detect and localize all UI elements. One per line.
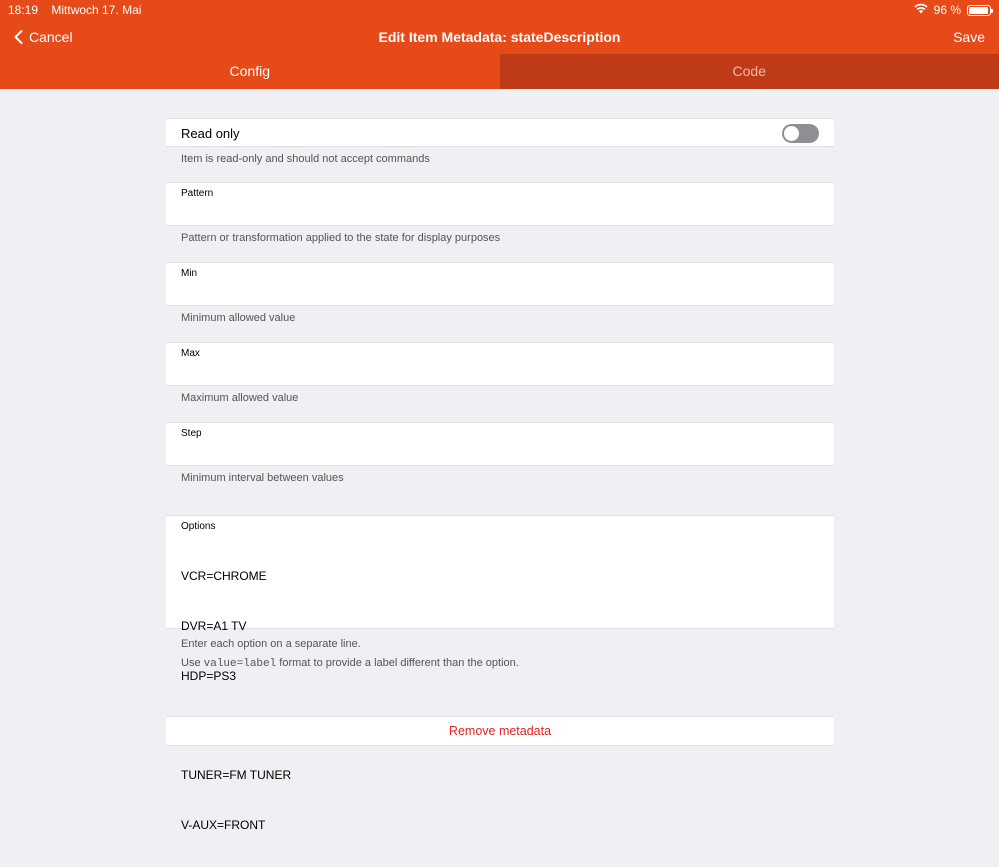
max-input[interactable] (181, 363, 819, 381)
max-label: Max (181, 348, 200, 359)
read-only-description: Item is read-only and should not accept commands (166, 152, 834, 166)
tab-config[interactable]: Config (0, 54, 500, 89)
options-label: Options (181, 521, 215, 532)
min-row (166, 262, 834, 306)
page-title: Edit Item Metadata: stateDescription (0, 20, 999, 54)
hint-prefix: Use (181, 657, 204, 669)
navigation-bar (0, 20, 999, 54)
status-bar (0, 0, 999, 20)
max-description: Maximum allowed value (166, 391, 834, 405)
tab-bar (0, 54, 999, 89)
options-textarea[interactable] (181, 535, 819, 867)
step-description: Minimum interval between values (166, 471, 834, 485)
battery-percent: 96 % (934, 0, 961, 20)
options-hint-line-1: Enter each option on a separate line. (181, 635, 834, 654)
option-line: V-AUX=FRONT (181, 817, 819, 834)
tab-code[interactable]: Code (500, 54, 999, 89)
pattern-row (166, 182, 834, 226)
min-description: Minimum allowed value (166, 311, 834, 325)
hint-code: value=label (204, 658, 277, 670)
pattern-input[interactable] (181, 203, 819, 221)
max-row (166, 342, 834, 386)
toggle-knob (784, 126, 799, 141)
remove-metadata-button[interactable]: Remove metadata (166, 716, 834, 746)
status-date: Mittwoch 17. Mai (51, 3, 141, 17)
hint-suffix: format to provide a label different than the option. (276, 657, 519, 669)
option-line: TUNER=FM TUNER (181, 767, 819, 784)
min-label: Min (181, 268, 197, 279)
read-only-row (166, 118, 834, 147)
metadata-form (166, 89, 834, 746)
cancel-label: Cancel (29, 20, 73, 54)
header (0, 0, 999, 89)
option-line: DVR=A1 TV (181, 618, 819, 635)
save-button[interactable]: Save (953, 20, 985, 54)
status-time: 18:19 (8, 3, 38, 17)
option-line: VCR=CHROME (181, 568, 819, 585)
option-line: HDP=PS3 (181, 668, 819, 685)
step-input[interactable] (181, 443, 819, 461)
battery-icon (967, 5, 991, 16)
min-input[interactable] (181, 283, 819, 301)
read-only-toggle[interactable] (782, 124, 819, 143)
wifi-icon (914, 0, 928, 20)
step-row (166, 422, 834, 466)
read-only-label: Read only (181, 119, 240, 148)
step-label: Step (181, 428, 202, 439)
options-row (166, 515, 834, 629)
battery-fill (969, 7, 988, 14)
pattern-label: Pattern (181, 188, 213, 199)
pattern-description: Pattern or transformation applied to the state for display purposes (166, 231, 834, 245)
